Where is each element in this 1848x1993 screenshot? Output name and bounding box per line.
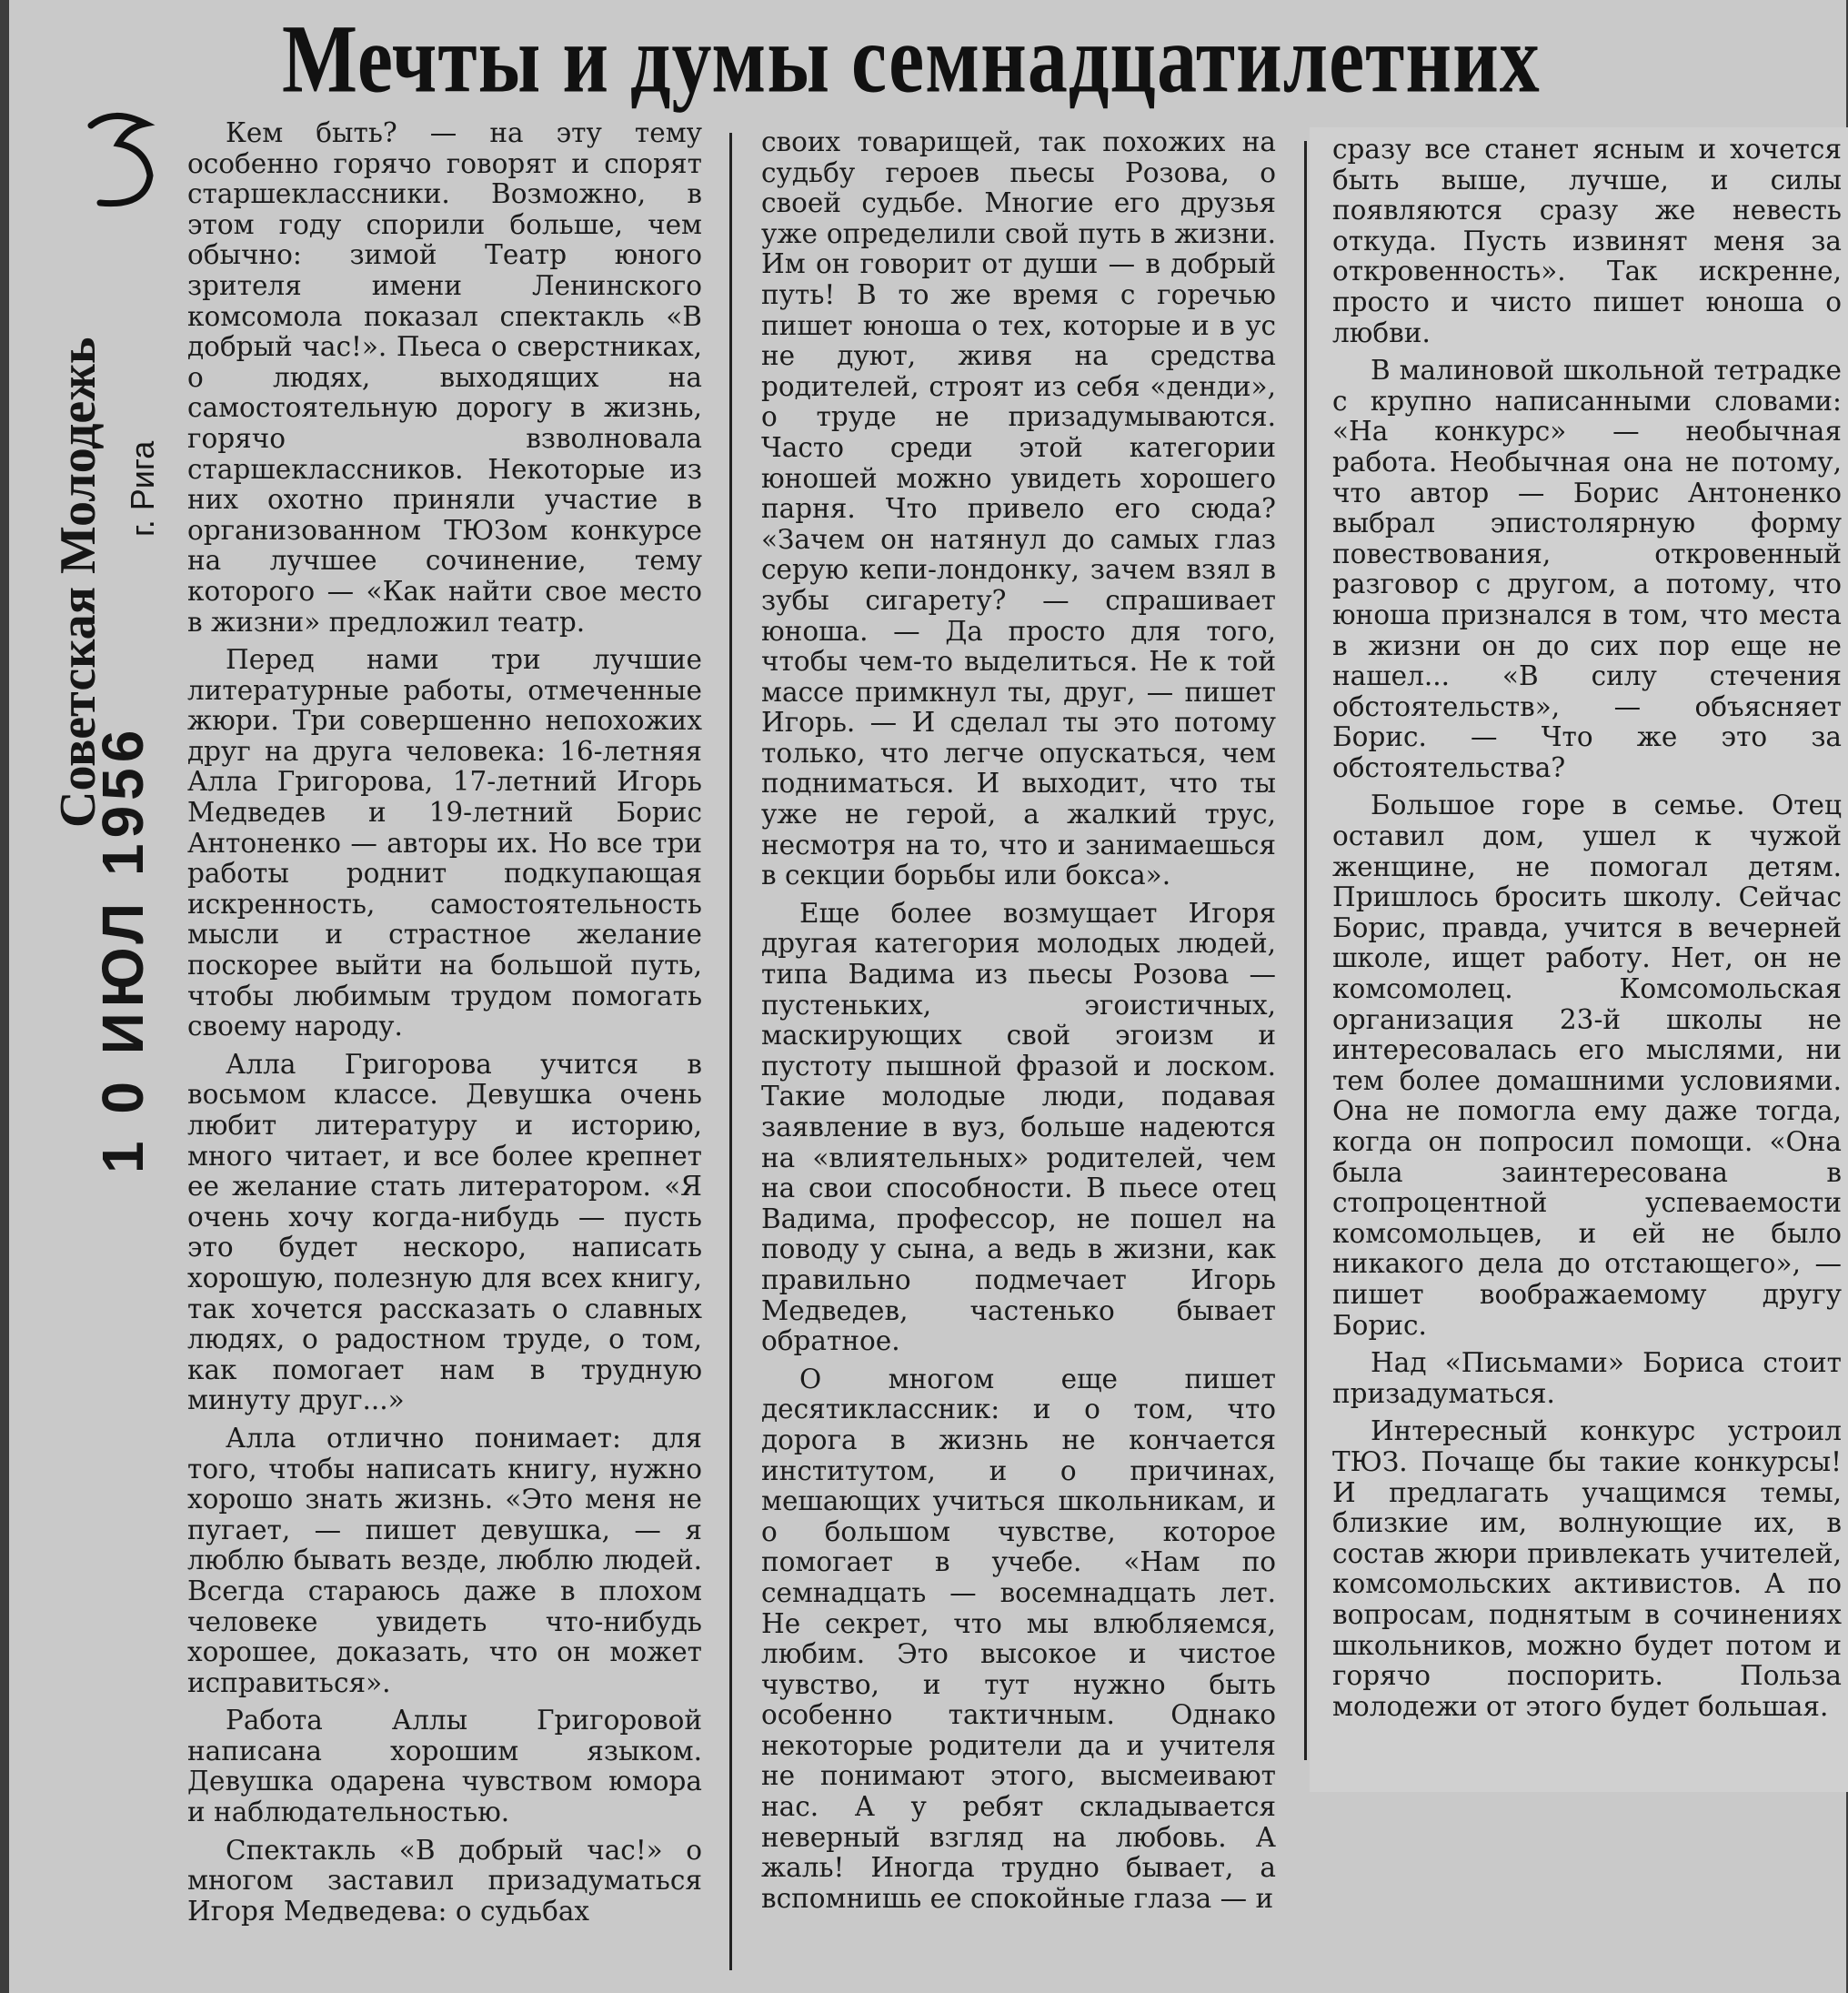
- paragraph: Интересный конкурс устроил ТЮЗ. Почаще бы такие конкурсы! И предлагать учащимся темы, близкие им, волнующие их, в состав жюри привлекать учителей, комсомольских активистов. А по вопросам, поднятым в сочинениях школьников, можно будет потом и горячо поспорить. Польза молодежи от этого будет большая.: [1332, 1415, 1842, 1722]
- column-divider: [1304, 141, 1307, 1760]
- article-column-1: [187, 118, 702, 1983]
- paragraph: своих товарищей, так похожих на судьбу героев пьесы Розова, о своей судьбе. Многие его друзья уже определили свой путь в жизни. Им он говорит от души — в добрый путь! В то же время с горечью пишет юноша о тех, которые и в ус не дуют, живя на средства родителей, строят из себя «денди», о труде не призадумываются. Часто среди этой категории юношей можно увидеть хорошего парня. Что привело его сюда? «Зачем он натянул до самых глаз серую кепи-лондонку, зачем взял в зубы сигарету? — спрашивает юноша. — Да просто для того, чтобы чем-то выделиться. Не к той массе примкнул ты, друг, — пишет Игорь. — И сделал ты это потому только, что легче опускаться, чем подниматься. И выходит, что ты уже не герой, а жалкий трус, несмотря на то, что и занимаешься в секции борьбы или бокса».: [761, 126, 1276, 891]
- newspaper-clipping: [9, 0, 1846, 1993]
- paragraph: Кем быть? — на эту тему особенно горячо говорят и спорят старшеклассники. Возможно, в этом году спорили больше, чем обычно: зимой Театр юного зрителя имени Ленинского комсомола показал спектакль «В добрый час!». Пьеса о сверстниках, о людях, выходящих на самостоятельную дорогу в жизнь, горячо взволновала старшеклассников. Некоторые из них охотно приняли участие в организованном ТЮЗом конкурсе на лучшее сочинение, тему которого — «Как найти свое место в жизни» предложил театр.: [187, 117, 702, 638]
- handwritten-mark-icon: [82, 107, 164, 216]
- paragraph: Алла Григорова учится в восьмом классе. Девушка очень любит литературу и историю, много читает, и все более крепнет ее желание стать литератором. «Я очень хочу когда-нибудь — пусть это будет нескоро, написать хорошую, полезную для всех книгу, так хочется рассказать о славных людях, о радостном труде, о том, как помогает нам в трудную минуту друг...»: [187, 1048, 702, 1416]
- article-column-2: [761, 127, 1276, 1992]
- paragraph: Перед нами три лучшие литературные работы, отмеченные жюри. Три совершенно непохожих друг на друга человека: 16-летняя Алла Григорова, 17-летний Игорь Медведев и 19-летний Борис Антоненко — авторы их. Но все три работы роднит подкупающая искренность, самостоятельность мысли и страстное желание поскорее выйти на большой путь, чтобы любимым трудом помогать своему народу.: [187, 644, 702, 1042]
- paragraph: Спектакль «В добрый час!» о многом заставил призадуматься Игоря Медведева: о судьбах: [187, 1834, 702, 1927]
- date-stamp: 1 0 ИЮЛ 1956: [90, 724, 156, 1173]
- article-headline: Мечты и думы семнадцатилетних: [282, 5, 1541, 114]
- masthead: [31, 100, 195, 1283]
- paragraph: О многом еще пишет десятиклассник: и о том, что дорога в жизнь не кончается институтом, и о причинах, мешающих учиться школьникам, и о большом чувстве, которое помогает в учебе. «Нам по семнадцать — восемнадцать лет. Не секрет, что мы влюбляемся, любим. Это высокое и чистое чувство, и тут нужно быть особенно тактичным. Однако некоторые родители да и учителя не понимают этого, высмеивают нас. А у ребят складывается неверный взгляд на любовь. А жаль! Иногда трудно бывает, а вспомнишь ее спокойные глаза — и: [761, 1363, 1276, 1914]
- publication-city: г. Рига: [124, 440, 161, 537]
- paragraph: Большое горе в семье. Отец оставил дом, ушел к чужой женщине, не помогал детям. Пришлось бросить школу. Сейчас Борис, правда, учится в вечерней школе, ищет работу. Нет, он не комсомолец. Комсомольская организация 23-й школы не интересовалась его мыслями, ни тем более домашними условиями. Она не помогла ему даже тогда, когда он попросил помощи. «Она была заинтересована в стопроцентной успеваемости комсомольцев, и ей не было никакого дела до отстающего», — пишет воображаемому другу Борис.: [1332, 790, 1842, 1341]
- paragraph: Работа Аллы Григоровой написана хорошим языком. Девушка одарена чувством юмора и наблюдательностью.: [187, 1705, 702, 1828]
- column-divider: [729, 133, 732, 1970]
- paragraph: В малиновой школьной тетрадке с крупно написанными словами: «На конкурс» — необычная работа. Необычная она не потому, что автор — Борис Антоненко выбрал эпистолярную форму повествования, откровенный разговор с другом, а потому, что юноша признался в том, что места в жизни он до сих пор еще не нашел... «В силу стечения обстоятельств», — объясняет Борис. — Что же это за обстоятельства?: [1332, 355, 1842, 783]
- paragraph: сразу все станет ясным и хочется быть выше, лучше, и силы появляются сразу же невесть откуда. Пусть извинят меня за откровенность». Так искренне, просто и чисто пишет юноша о любви.: [1332, 134, 1842, 348]
- paragraph: Алла отлично понимает: для того, чтобы написать книгу, нужно хорошо знать жизнь. «Это меня не пугает, — пишет девушка, — я люблю бывать везде, люблю людей. Всегда стараюсь даже в плохом человеке увидеть что-нибудь хорошее, доказать, что он может исправиться».: [187, 1422, 702, 1698]
- article-column-3: [1332, 135, 1842, 1772]
- paragraph: Над «Письмами» Бориса стоит призадуматься.: [1332, 1347, 1842, 1409]
- publication-name: Советская Молодежь: [50, 337, 106, 828]
- paragraph: Еще более возмущает Игоря другая категория молодых людей, типа Вадима из пьесы Розова — пустеньких, эгоистичных, маскирующих свой эгоизм и пустоту пышной фразой и лоском. Такие молодые люди, подавая заявление в вуз, больше надеются на «влиятельных» родителей, чем на свои способности. В пьесе отец Вадима, профессор, не пошел на поводу у сына, а ведь в жизни, как правильно подмечает Игорь Медведев, частенько бывает обратное.: [761, 897, 1276, 1357]
